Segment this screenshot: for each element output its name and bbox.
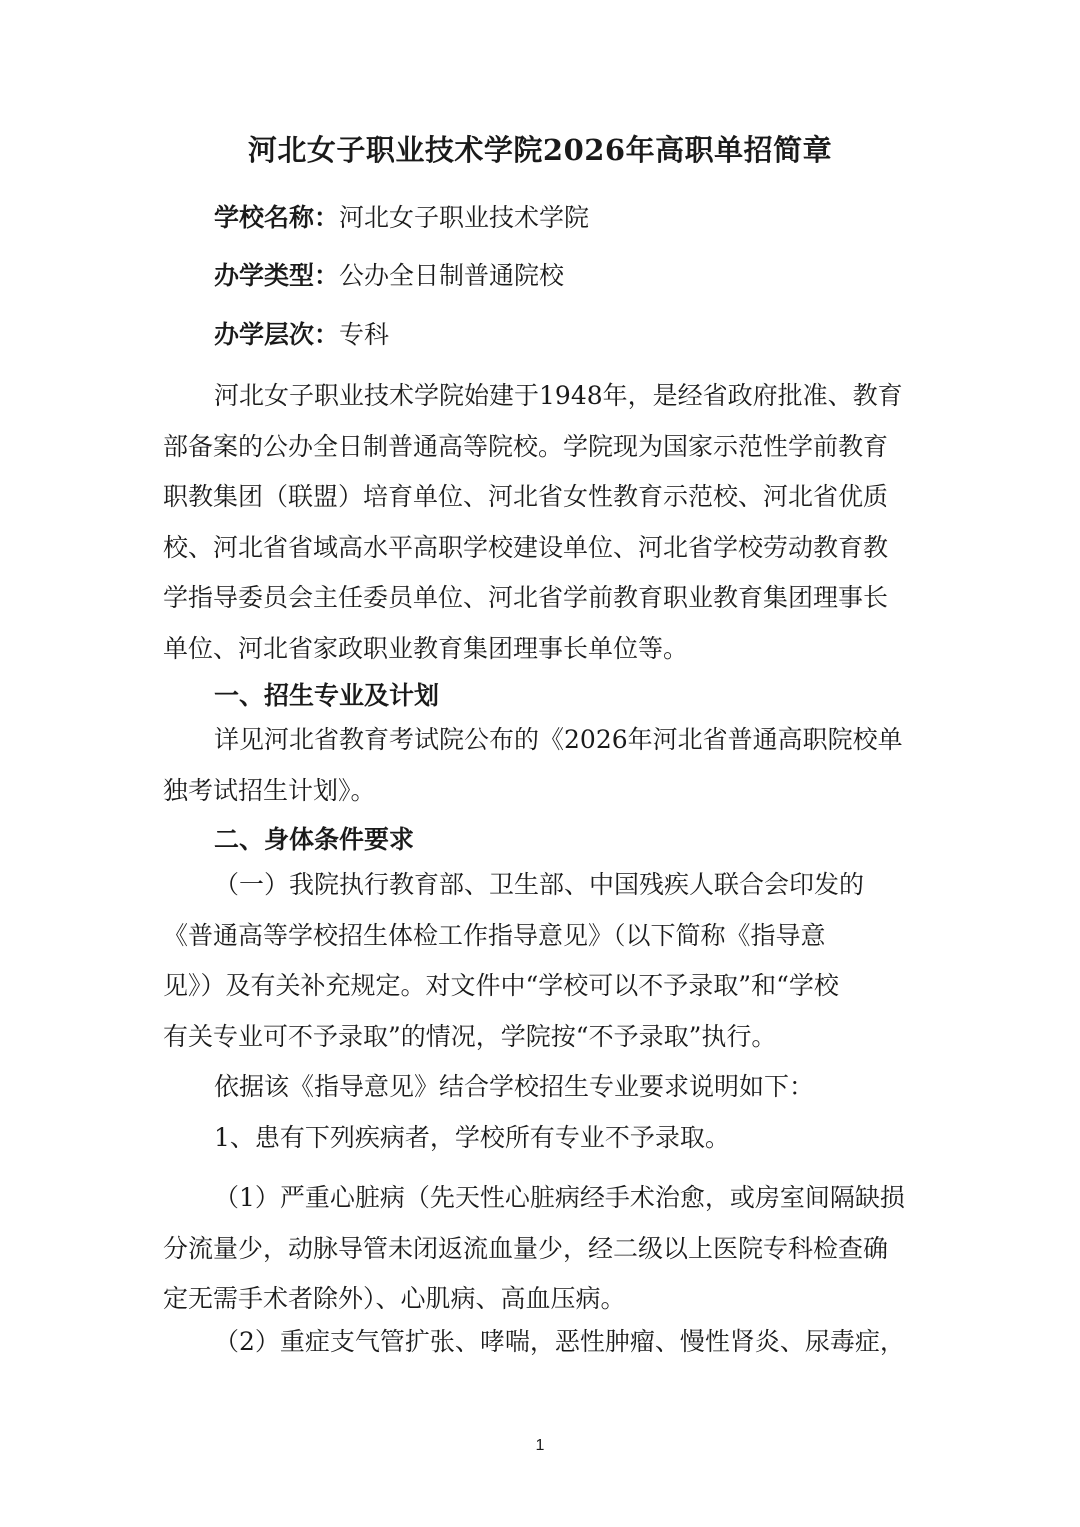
paragraph-line: 《普通高等学校招生体检工作指导意见》（以下简称《指导意 — [163, 920, 826, 950]
section-heading: 一、招生专业及计划 — [214, 681, 440, 710]
meta-value: 公办全日制普通院校 — [339, 261, 565, 290]
meta-key: 办学层次： — [214, 320, 340, 349]
disease-item-1 — [163, 1173, 923, 1325]
meta-key: 学校名称： — [214, 203, 340, 232]
paragraph-line: 河北女子职业技术学院始建于1948年，是经省政府批准、教育 — [214, 381, 903, 410]
paragraph-line: 校、河北省省域高水平高职学校建设单位、河北省学校劳动教育教 — [163, 532, 889, 562]
section-heading: 二、身体条件要求 — [214, 825, 415, 854]
paragraph-line: 1、患有下列疾病者，学校所有专业不予录取。 — [214, 1122, 730, 1152]
meta-value: 河北女子职业技术学院 — [339, 203, 590, 232]
meta-school-type — [214, 259, 564, 293]
paragraph-line: 独考试招生计划》。 — [163, 775, 376, 805]
paragraph-line: （一）我院执行教育部、卫生部、中国残疾人联合会印发的 — [214, 870, 865, 899]
paragraph-line: 依据该《指导意见》结合学校招生专业要求说明如下： — [214, 1072, 815, 1101]
disease-item-2 — [163, 1317, 923, 1368]
paragraph-line: 职教集团（联盟）培育单位、河北省女性教育示范校、河北省优质 — [163, 482, 889, 511]
meta-value: 专科 — [339, 320, 390, 349]
intro-paragraph — [163, 371, 923, 674]
section1-paragraph — [163, 715, 923, 816]
paragraph-line: 有关专业可不予录取”的情况，学院按“不予录取”执行。 — [163, 1021, 777, 1051]
paragraph-line: 详见河北省教育考试院公布的《2026年河北省普通高职院校单 — [214, 725, 903, 754]
paragraph-line: （2）重症支气管扩张、哮喘，恶性肿瘤、慢性肾炎、尿毒症， — [214, 1327, 905, 1356]
section2-paragraph-2 — [163, 1062, 923, 1163]
meta-school-name — [214, 201, 589, 235]
paragraph-line: 单位、河北省家政职业教育集团理事长单位等。 — [163, 633, 689, 663]
paragraph-line: 分流量少，动脉导管未闭返流血量少，经二级以上医院专科检查确 — [163, 1233, 889, 1263]
paragraph-line: （1）严重心脏病（先天性心脏病经手术治愈，或房室间隔缺损 — [214, 1183, 905, 1212]
meta-key: 办学类型： — [214, 261, 340, 290]
document-title: 河北女子职业技术学院2026年高职单招简章 — [247, 133, 833, 167]
page-number: 1 — [535, 1437, 545, 1454]
paragraph-line: 见》）及有关补充规定。对文件中“学校可以不予录取”和“学校 — [163, 971, 839, 1000]
meta-school-level — [214, 318, 389, 352]
paragraph-line: 学指导委员会主任委员单位、河北省学前教育职业教育集团理事长 — [163, 583, 889, 612]
section2-paragraph-1 — [163, 860, 923, 1062]
paragraph-line: 部备案的公办全日制普通高等院校。学院现为国家示范性学前教育 — [163, 431, 889, 461]
paragraph-line: 定无需手术者除外）、心肌病、高血压病。 — [163, 1284, 626, 1313]
